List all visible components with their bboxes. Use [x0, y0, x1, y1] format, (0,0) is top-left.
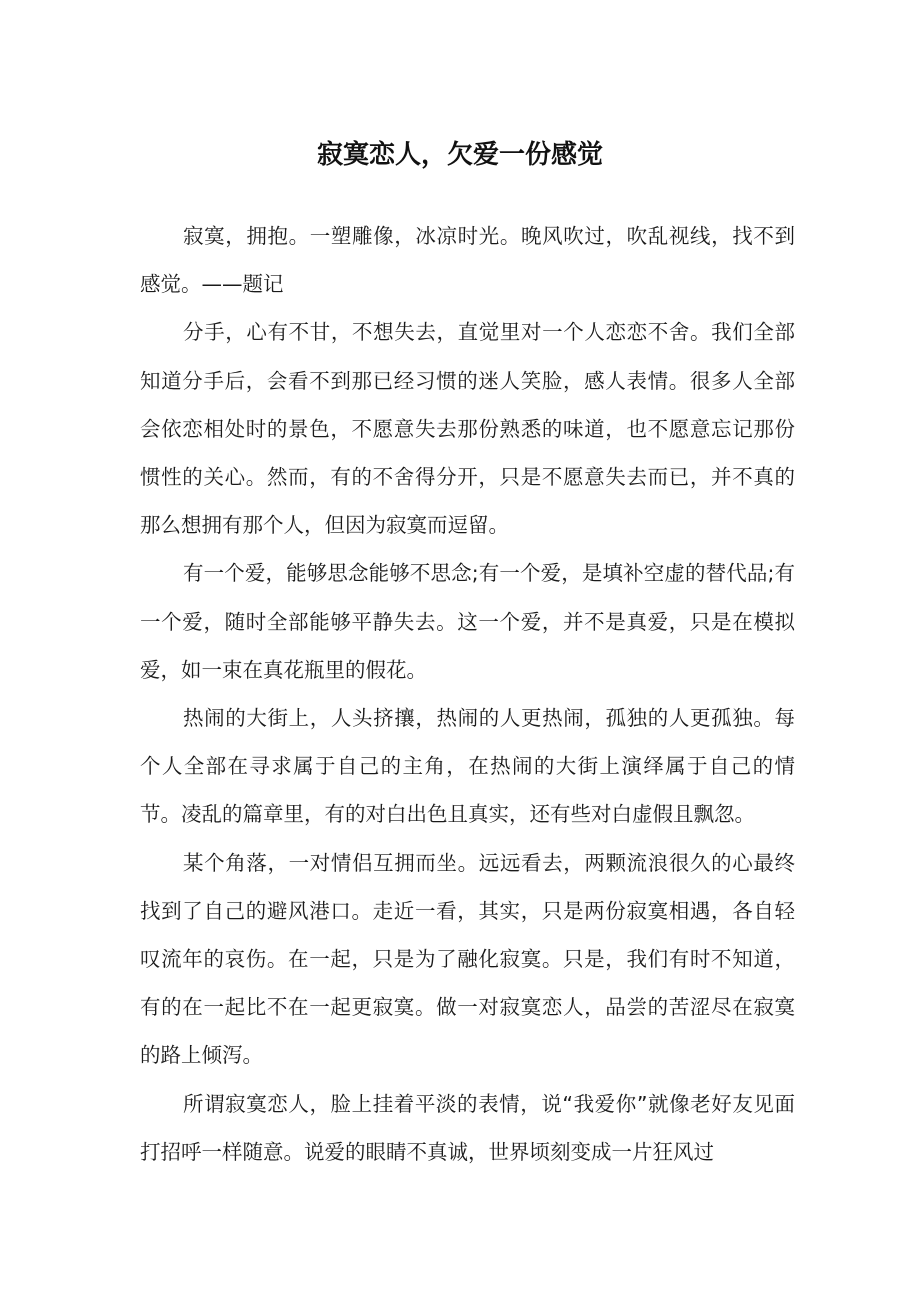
paragraph: 某个角落，一对情侣互拥而坐。远远看去，两颗流浪很久的心最终找到了自己的避风港口。走近一看，其实，只是两份寂寞相遇，各自轻叹流年的哀伤。在一起，只是为了融化寂寞。只是，我们有时不知道，有的在一起比不在一起更寂寞。做一对寂寞恋人，品尝的苦涩尽在寂寞的路上倾泻。 — [140, 850, 795, 1068]
paragraph: 有一个爱，能够思念能够不思念;有一个爱，是填补空虚的替代品;有一个爱，随时全部能够平静失去。这一个爱，并不是真爱，只是在模拟爱，如一束在真花瓶里的假花。 — [140, 561, 795, 682]
document-title: 寂寞恋人，欠爱一份感觉 — [316, 140, 603, 171]
paragraph: 分手，心有不甘，不想失去，直觉里对一个人恋恋不舍。我们全部知道分手后，会看不到那已经习惯的迷人笑脸，感人表情。很多人全部会依恋相处时的景色，不愿意失去那份熟悉的味道，也不愿意忘记那份惯性的关心。然而，有的不舍得分开，只是不愿意失去而已，并不真的那么想拥有那个人，但因为寂寞而逗留。 — [140, 320, 795, 538]
paragraph: 所谓寂寞恋人，脸上挂着平淡的表情，说“我爱你”就像老好友见面打招呼一样随意。说爱的眼睛不真诚，世界顷刻变成一片狂风过 — [140, 1091, 795, 1164]
document-body — [140, 212, 795, 1176]
paragraph: 寂寞，拥抱。一塑雕像，冰凉时光。晚风吹过，吹乱视线，找不到感觉。——题记 — [140, 224, 795, 297]
paragraph: 热闹的大街上，人头挤攘，热闹的人更热闹，孤独的人更孤独。每个人全部在寻求属于自己的主角，在热闹的大街上演绎属于自己的情节。凌乱的篇章里，有的对白出色且真实，还有些对白虚假且飘忽。 — [140, 706, 795, 827]
